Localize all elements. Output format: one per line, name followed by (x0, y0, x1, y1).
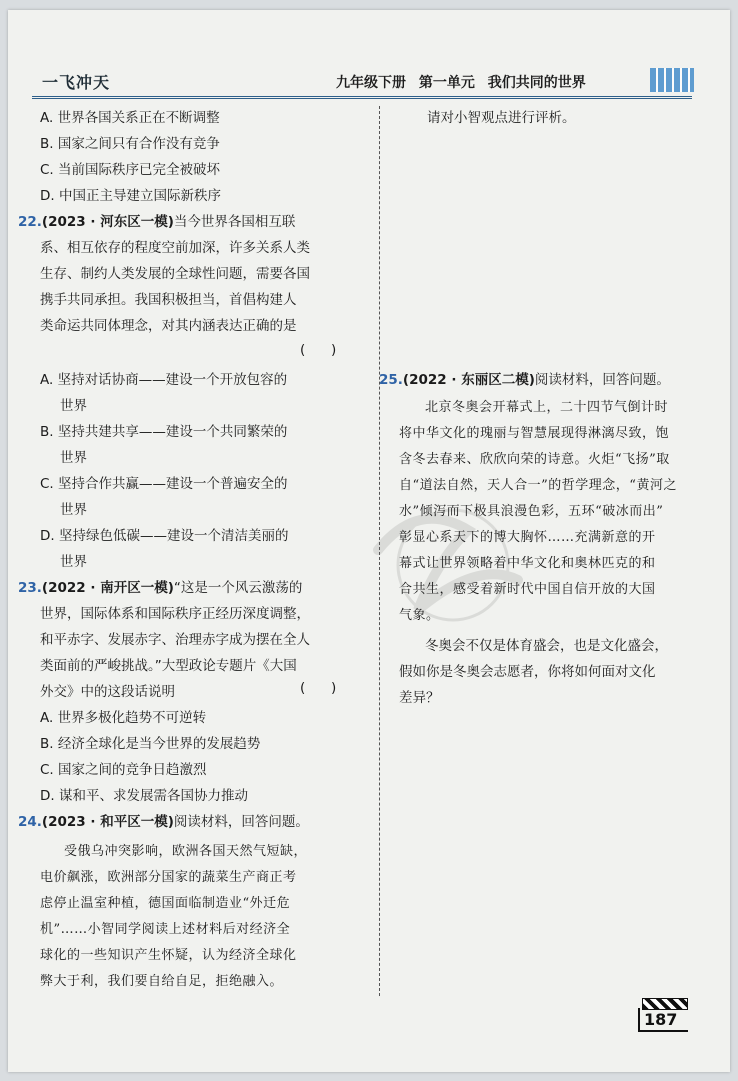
q24-heading (18, 810, 309, 830)
q23-stem-line-5: 外交》中的这段话说明 (40, 684, 175, 700)
q23-answer-blank[interactable]: ( ) (300, 680, 337, 696)
q24-stem: 阅读材料，回答问题。 (173, 814, 309, 830)
q25-material-line-1: 北京冬奥会开幕式上，二十四节气倒计时 (425, 400, 669, 415)
q22-option-b-cont: 世界 (60, 450, 87, 466)
q25-material-line-5: 水”倾泻而下极具浪漫色彩，五环“破冰而出” (399, 504, 664, 519)
q22-number: 22. (18, 214, 42, 230)
q25-material-line-9: 气象。 (399, 608, 440, 623)
q21-option-d: D. 中国正主导建立国际新秩序 (40, 188, 221, 204)
q21-option-c: C. 当前国际秩序已完全被破坏 (40, 162, 221, 178)
q22-stem-line-1: 当今世界各国相互联 (173, 214, 296, 230)
page-number: 187 (644, 1010, 678, 1029)
q23-heading (18, 576, 302, 596)
q22-option-d: D. 坚持绿色低碳——建设一个清洁美丽的 (40, 528, 289, 544)
q23-stem-line-3: 和平赤字、发展赤字、治理赤字成为摆在全人 (40, 632, 310, 648)
q24-task: 请对小智观点进行评析。 (427, 110, 576, 126)
q23-stem-line-2: 世界，国际体系和国际秩序正经历深度调整， (40, 606, 310, 622)
q25-material-line-2: 将中华文化的瑰丽与智慧展现得淋漓尽致，饱 (399, 426, 670, 441)
q24-material-line-2: 电价飙涨，欧洲部分国家的蔬菜生产商正考 (40, 870, 297, 885)
workbook-page (8, 10, 730, 1072)
q22-source: (2023 · 河东区一模) (41, 214, 174, 230)
q24-material-line-5: 球化的一些知识产生怀疑，认为经济全球化 (40, 948, 297, 963)
q25-stem: 阅读材料，回答问题。 (534, 372, 670, 388)
q22-option-a: A. 坚持对话协商——建设一个开放包容的 (40, 372, 288, 388)
q24-number: 24. (18, 814, 42, 830)
q22-stem-line-5: 类命运共同体理念，对其内涵表达正确的是 (40, 318, 297, 334)
q25-material-line-8: 合共生，感受着新时代中国自信开放的大国 (399, 582, 656, 597)
q25-task-line-1: 冬奥会不仅是体育盛会，也是文化盛会， (425, 638, 668, 654)
q22-heading (18, 210, 295, 230)
q23-stem-line-4: 类面前的严峻挑战。”大型政论专题片《大国 (40, 658, 297, 674)
page-number-badge (638, 998, 690, 1034)
right-column (379, 10, 730, 1072)
brand-logo: 一飞冲天 (42, 73, 111, 92)
chapter-title: 九年级下册 第一单元 我们共同的世界 (336, 75, 586, 91)
q23-stem-line-1: “这是一个风云激荡的 (173, 580, 303, 596)
q22-stem-line-4: 携手共同承担。我国积极担当，首倡构建人 (40, 292, 297, 308)
q22-answer-blank[interactable]: ( ) (300, 342, 337, 358)
q24-material-line-6: 弊大于利，我们要自给自足，拒绝融入。 (40, 974, 284, 989)
q23-option-b: B. 经济全球化是当今世界的发展趋势 (40, 736, 261, 752)
q22-option-c: C. 坚持合作共赢——建设一个普遍安全的 (40, 476, 288, 492)
q25-source: (2022 · 东丽区二模) (402, 372, 535, 388)
q24-material-line-3: 虑停止温室种植，德国面临制造业“外迁危 (40, 896, 291, 911)
q23-option-c: C. 国家之间的竞争日趋激烈 (40, 762, 207, 778)
q25-material-line-4: 自“道法自然，天人合一”的哲学理念，“黄河之 (399, 478, 677, 493)
q25-material-line-3: 含冬去春来、欣欣向荣的诗意。火炬“飞扬”取 (399, 452, 670, 467)
q25-heading (379, 368, 670, 388)
q24-material-line-4: 机”……小智同学阅读上述材料后对经济全 (40, 922, 291, 937)
q22-stem-line-2: 系、相互依存的程度空前加深，许多关系人类 (40, 240, 310, 256)
q25-material-line-6: 彰显心系天下的博大胸怀……充满新意的开 (399, 530, 656, 545)
q21-option-b: B. 国家之间只有合作没有竞争 (40, 136, 220, 152)
q22-option-b: B. 坚持共建共享——建设一个共同繁荣的 (40, 424, 288, 440)
q25-task-line-3: 差异？ (399, 690, 440, 706)
q25-number: 25. (379, 372, 403, 388)
q25-task-line-2: 假如你是冬奥会志愿者，你将如何面对文化 (399, 664, 656, 680)
q21-option-a: A. 世界各国关系正在不断调整 (40, 110, 220, 126)
q25-material-line-7: 幕式让世界领略着中华文化和奥林匹克的和 (399, 556, 656, 571)
q22-stem-line-3: 生存、制约人类发展的全球性问题，需要各国 (40, 266, 310, 282)
q23-option-a: A. 世界多极化趋势不可逆转 (40, 710, 207, 726)
q22-option-d-cont: 世界 (60, 554, 87, 570)
q23-source: (2022 · 南开区一模) (41, 580, 174, 596)
q24-material-line-1: 受俄乌冲突影响，欧洲各国天然气短缺， (64, 844, 308, 859)
left-column (8, 10, 379, 1072)
q24-source: (2023 · 和平区一模) (41, 814, 174, 830)
q23-number: 23. (18, 580, 42, 596)
q23-option-d: D. 谋和平、求发展需各国协力推动 (40, 788, 248, 804)
q22-option-c-cont: 世界 (60, 502, 87, 518)
q22-option-a-cont: 世界 (60, 398, 87, 414)
